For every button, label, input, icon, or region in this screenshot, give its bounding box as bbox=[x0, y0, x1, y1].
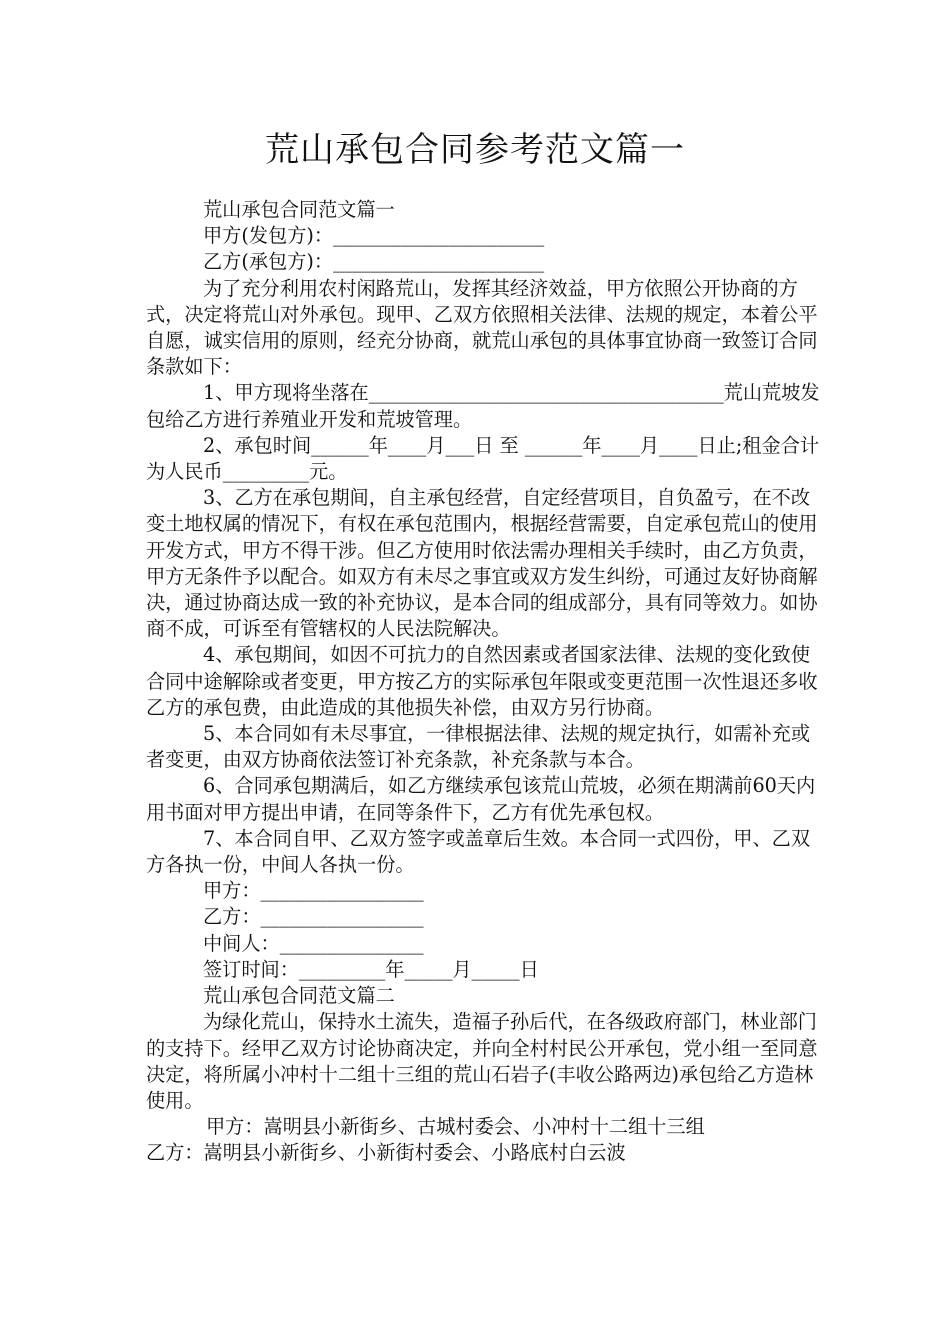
signing-date: 签订时间：_________年_____月_____日 bbox=[203, 957, 539, 981]
party-a-line: 甲方(发包方)：______________________ bbox=[203, 224, 545, 248]
document-title: 荒山承包合同参考范文篇一 bbox=[265, 130, 685, 170]
clause-3: 3、乙方在承包期间，自主承包经营，自定经营项目，自负盈亏，在不改变土地权属的情况下，有权在承包范围内，根据经营需要，自定承包荒山的使用开发方式，甲方不得干涉。但乙方使用时依法需办理相关手续时，由乙方负责，甲方无条件予以配合。如双方有未尽之事宜或双方发生纠纷，可通过友好协商解决，通过协商达成一致的补充协议，是本合同的组成部分，具有同等效力。如协商不成，可诉至有管辖权的人民法院解决。 bbox=[146, 486, 818, 641]
section-heading-1: 荒山承包合同范文篇一 bbox=[203, 198, 395, 221]
signature-party-a: 甲方：_________________ bbox=[203, 879, 424, 903]
section-2-intro: 为绿化荒山，保持水土流失，造福子孙后代，在各级政府部门，林业部门的支持下。经甲乙双方讨论协商决定，并向全村村民公开承包，党小组一至同意决定，将所属小冲村十二组十三组的荒山石岩子(丰收公路两边)承包给乙方造林使用。 bbox=[146, 1010, 818, 1112]
signature-intermediary: 中间人：_______________ bbox=[203, 931, 424, 955]
clause-2: 2、承包时间______年____月___日 至 ______年____月____日止;租金合计为人民币_________元。 bbox=[146, 433, 820, 484]
section-heading-2: 荒山承包合同范文篇二 bbox=[203, 984, 395, 1008]
preamble-paragraph: 为了充分利用农村闲路荒山，发挥其经济效益，甲方依照公开协商的方式，决定将荒山对外承包。现甲、乙双方依照相关法律、法规的规定，本着公平自愿，诚实信用的原则，经充分协商，就荒山承包的具体事宜协商一致签订合同条款如下： bbox=[146, 276, 818, 379]
clause-5: 5、本合同如有未尽事宜，一律根据法律、法规的规定执行，如需补充或者变更，由双方协商依法签订补充条款，补充条款与本合。 bbox=[146, 722, 811, 772]
clause-4: 4、承包期间，如因不可抗力的自然因素或者国家法律、法规的变化致使合同中途解除或者变更，甲方按乙方的实际承包年限或变更范围一次性退还多收乙方的承包费，由此造成的其他损失补偿，由双方另行协商。 bbox=[146, 643, 818, 719]
clause-1: 1、甲方现将坐落在_____________________________________荒山荒坡发包给乙方进行养殖业开发和荒坡管理。 bbox=[146, 381, 820, 431]
document-body bbox=[146, 197, 822, 1167]
party-b-line: 乙方(承包方)：______________________ bbox=[203, 250, 545, 274]
signature-party-b: 乙方：_________________ bbox=[203, 905, 424, 929]
clause-6: 6、合同承包期满后，如乙方继续承包该荒山荒坡，必须在期满前60天内用书面对甲方提出申请，在同等条件下，乙方有优先承包权。 bbox=[146, 774, 816, 824]
clause-7: 7、本合同自甲、乙双方签字或盖章后生效。本合同一式四份，甲、乙双方各执一份，中间人各执一份。 bbox=[146, 826, 811, 877]
section-2-party-b: 乙方：嵩明县小新街乡、小新街村委会、小路底村白云波 bbox=[146, 1141, 626, 1165]
section-2-party-a: 甲方：嵩明县小新街乡、古城村委会、小冲村十二组十三组 bbox=[206, 1115, 705, 1139]
